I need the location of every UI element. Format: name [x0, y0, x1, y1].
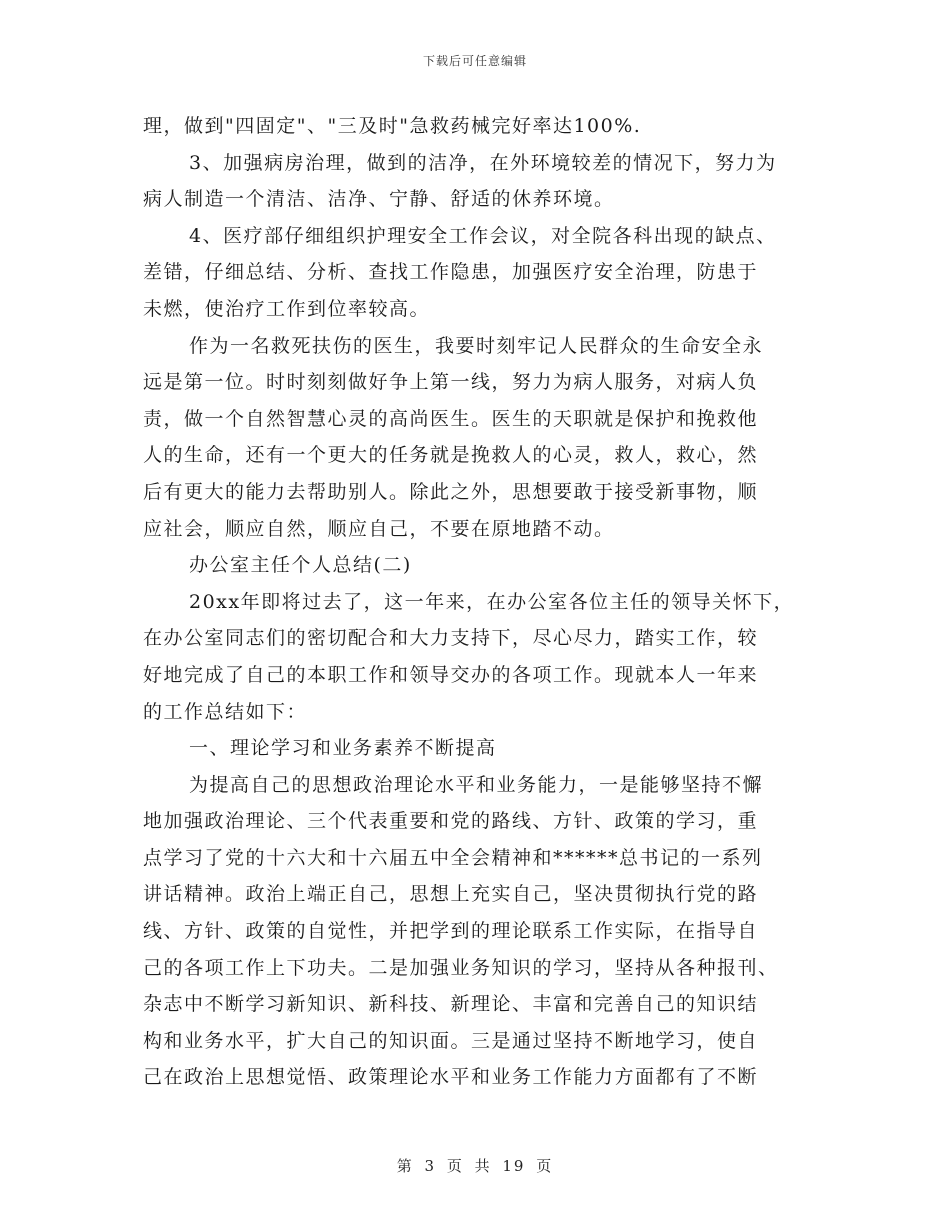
body-line: 病人制造一个清洁、洁净、宁静、舒适的休养环境。 — [143, 188, 615, 211]
body-line: 地加强政治理论、三个代表重要和党的路线、方针、政策的学习，重 — [143, 810, 759, 833]
body-line: 4、医疗部仔细组织护理安全工作会议，对全院各科出现的缺点、 — [189, 224, 777, 247]
body-line: 后有更大的能力去帮助别人。除此之外，思想要敢于接受新事物，顺 — [143, 480, 759, 503]
body-line: 杂志中不断学习新知识、新科技、新理论、丰富和完善自己的知识结 — [143, 993, 759, 1016]
body-line: 人的生命，还有一个更大的任务就是挽救人的心灵，救人，救心，然 — [143, 444, 759, 467]
section-title: 办公室主任个人总结(二) — [189, 554, 412, 577]
body-line: 责，做一个自然智慧心灵的高尚医生。医生的天职就是保护和挽救他 — [143, 407, 759, 430]
page-footer: 第 3 页 共 19 页 — [396, 1157, 554, 1175]
body-line: 线、方针、政策的自觉性，并把学到的理论联系工作实际，在指导自 — [143, 920, 759, 943]
body-line: 20xx年即将过去了，这一年来，在办公室各位主任的领导关怀下， — [189, 590, 795, 613]
body-line: 己在政治上思想觉悟、政策理论水平和业务工作能力方面都有了不断 — [143, 1066, 759, 1089]
body-line: 应社会，顺应自然，顺应自己，不要在原地踏不动。 — [143, 517, 615, 540]
body-line: 在办公室同志们的密切配合和大力支持下，尽心尽力，踏实工作，较 — [143, 627, 759, 650]
body-line: 远是第一位。时时刻刻做好争上第一线，努力为病人服务，对病人负 — [143, 371, 759, 394]
body-line: 作为一名救死扶伤的医生，我要时刻牢记人民群众的生命安全永 — [189, 334, 764, 357]
subsection-heading: 一、理论学习和业务素养不断提高 — [189, 737, 497, 760]
body-line: 3、加强病房治理，做到的洁净，在外环境较差的情况下，努力为 — [189, 151, 777, 174]
body-line: 的工作总结如下： — [143, 700, 308, 723]
body-line: 己的各项工作上下功夫。二是加强业务知识的学习，坚持从各种报刊、 — [143, 956, 779, 979]
body-line: 未燃，使治疗工作到位率较高。 — [143, 297, 431, 320]
body-line: 差错，仔细总结、分析、查找工作隐患，加强医疗安全治理，防患于 — [143, 261, 759, 284]
body-line: 构和业务水平，扩大自己的知识面。三是通过坚持不断地学习，使自 — [143, 1029, 759, 1052]
document-body — [143, 108, 807, 1096]
page-header: 下载后可任意编辑 — [422, 54, 527, 68]
body-line: 为提高自己的思想政治理论水平和业务能力，一是能够坚持不懈 — [189, 773, 764, 796]
body-line: 点学习了党的十六大和十六届五中全会精神和******总书记的一系列 — [143, 846, 763, 869]
body-line: 讲话精神。政治上端正自己，思想上充实自己，坚决贯彻执行党的路 — [143, 883, 759, 906]
body-line: 理，做到"四固定"、"三及时"急救药械完好率达100%. — [143, 115, 642, 137]
body-line: 好地完成了自己的本职工作和领导交办的各项工作。现就本人一年来 — [143, 663, 759, 686]
